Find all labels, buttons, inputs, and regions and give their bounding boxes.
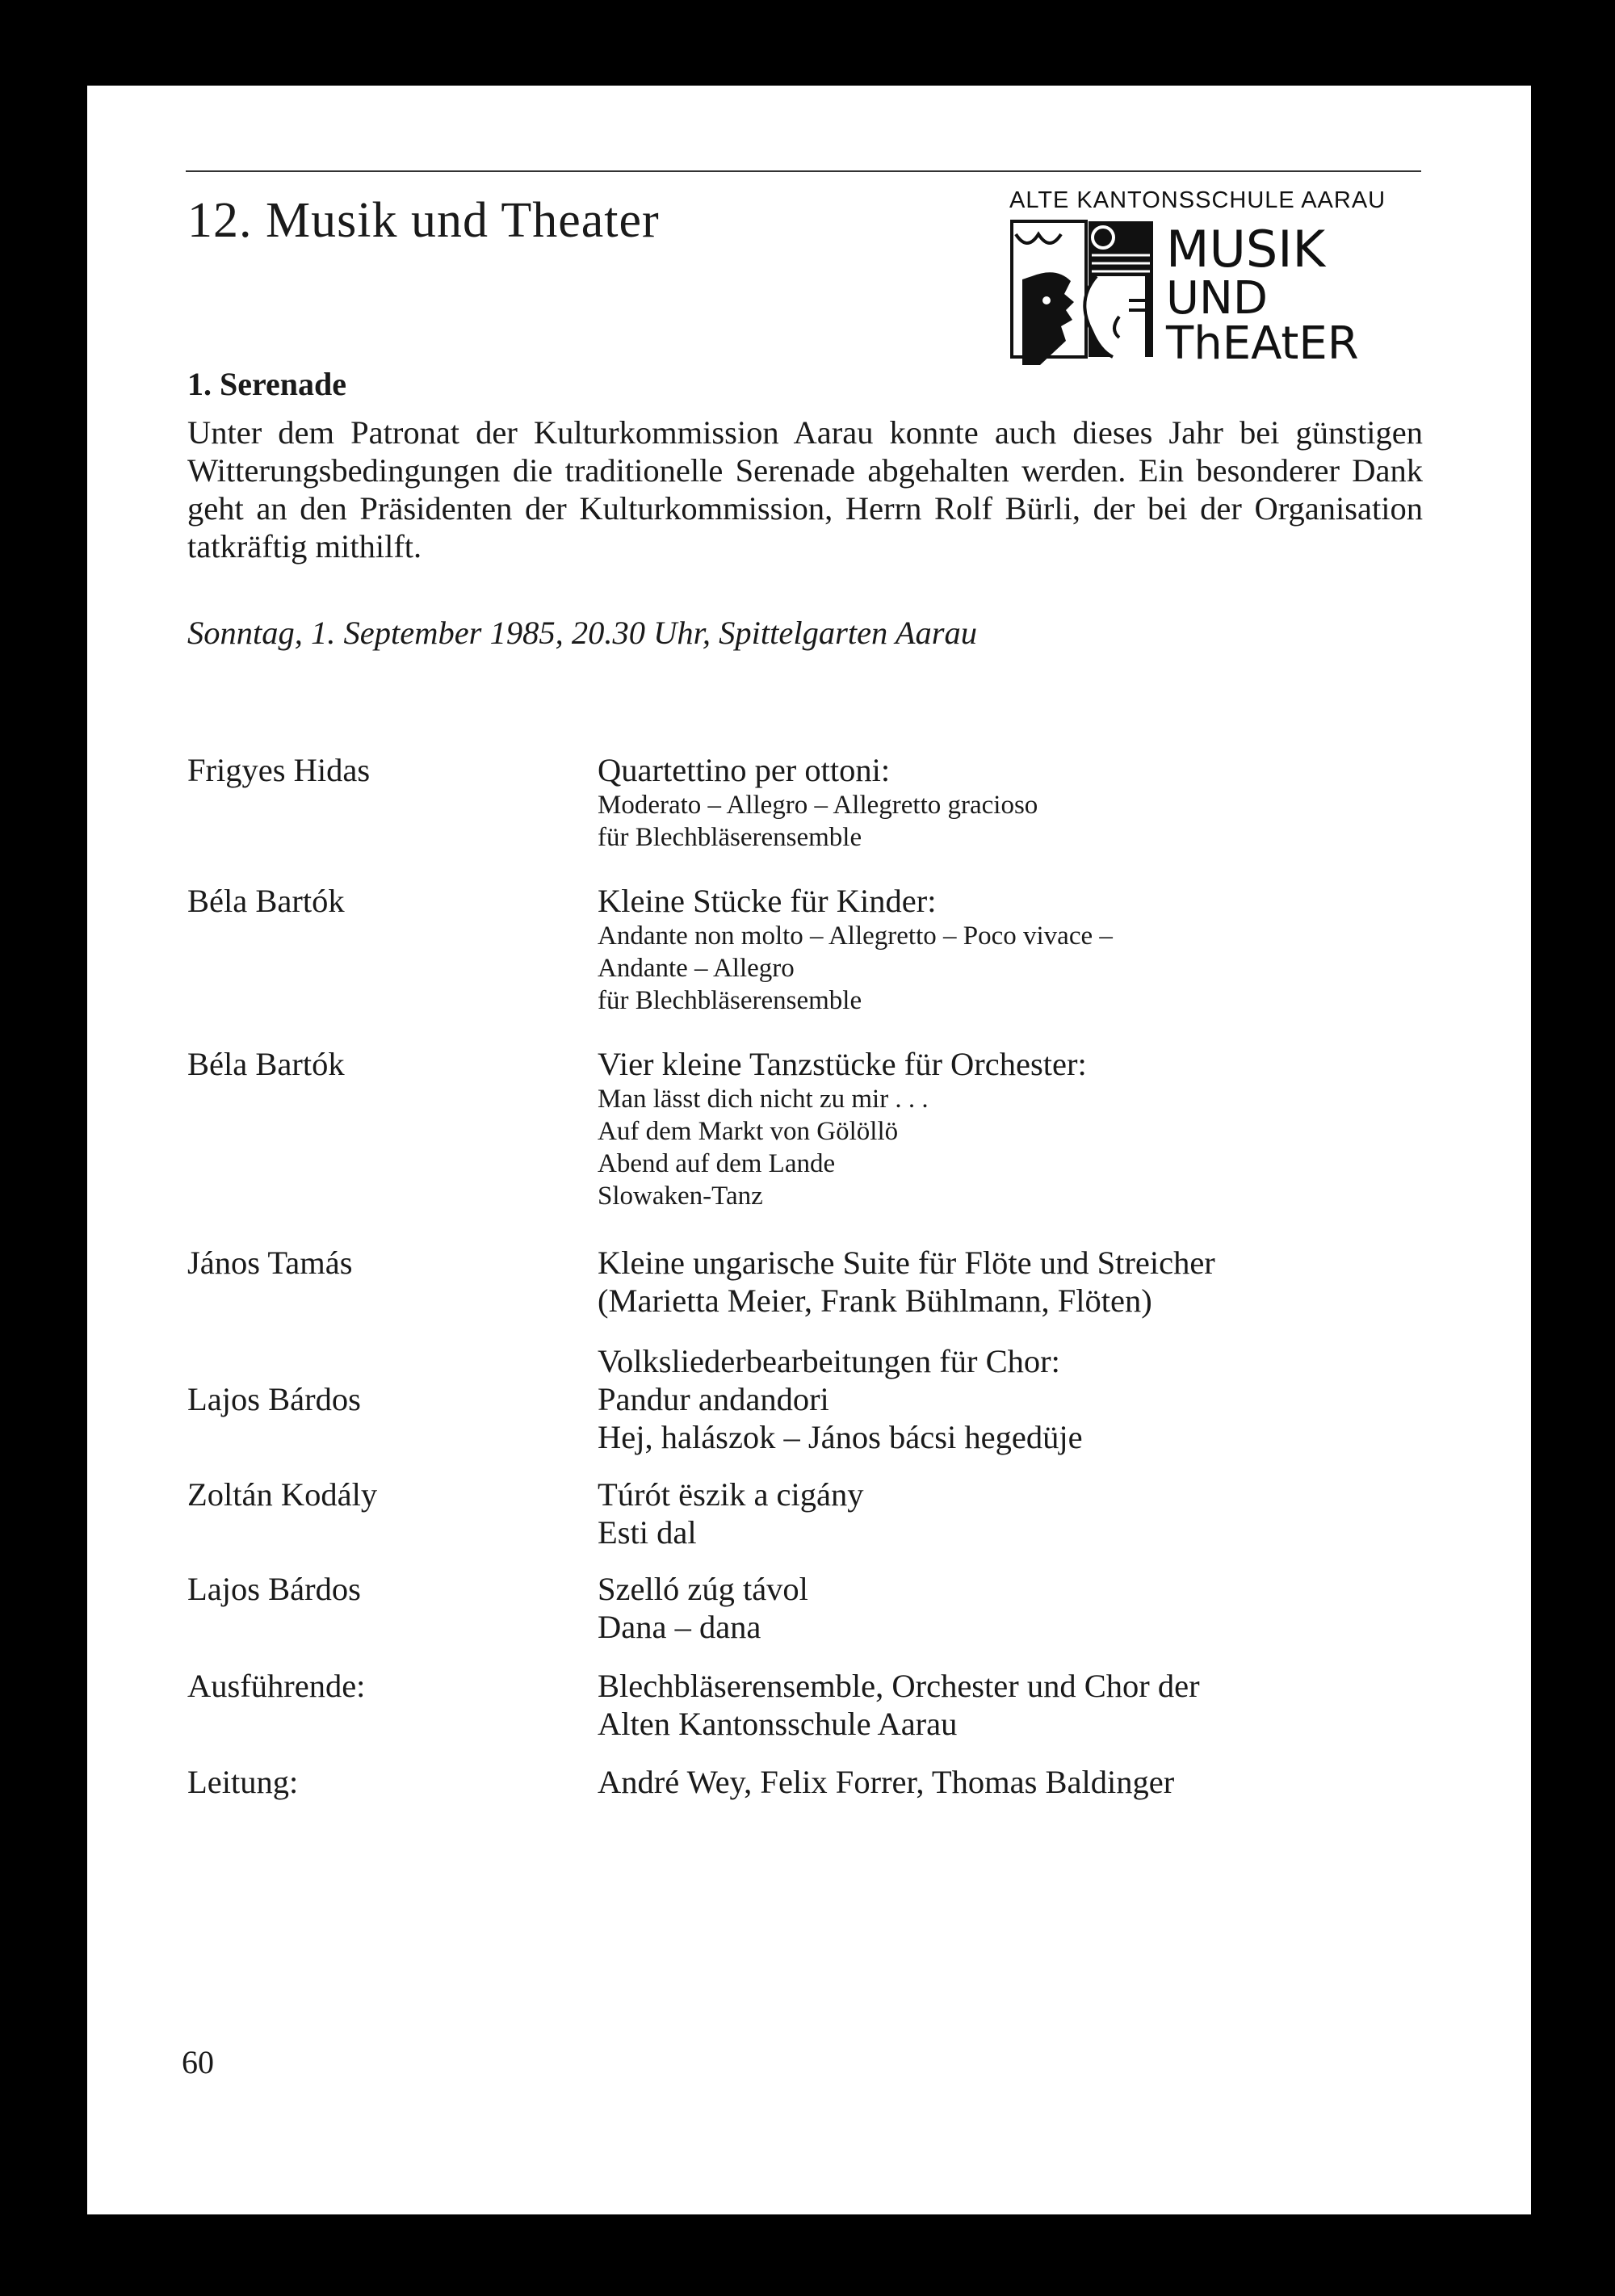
composer-name: Lajos Bárdos: [187, 1381, 361, 1417]
composer-name: Frigyes Hidas: [187, 752, 371, 788]
work-entry: [598, 1475, 864, 1551]
work-line: Pandur andandori: [598, 1381, 829, 1417]
work-detail: für Blechbläserensemble: [598, 823, 862, 852]
event-date-location: Sonntag, 1. September 1985, 20.30 Uhr, Spittelgarten Aarau: [187, 615, 977, 651]
row-label: Ausführende:: [187, 1668, 366, 1704]
work-detail: Andante – Allegro: [598, 954, 795, 983]
logo-line-2: UND: [1166, 272, 1268, 325]
work-entry: [598, 1045, 1087, 1212]
work-detail: Andante non molto – Allegretto – Poco vivace –: [598, 921, 1113, 951]
row-label: Leitung:: [187, 1764, 299, 1800]
work-entry: [598, 1380, 1083, 1456]
work-title: Quartettino per ottoni:: [598, 752, 891, 788]
music-theater-logo: [1008, 187, 1436, 365]
work-entry: [598, 1244, 1215, 1320]
work-line: Esti dal: [598, 1514, 697, 1551]
work-entry: [598, 751, 1038, 854]
composer-name: Lajos Bárdos: [187, 1571, 361, 1607]
work-line: Hej, halászok – János bácsi hegedüje: [598, 1419, 1083, 1455]
work-entry: [598, 1342, 1060, 1380]
work-detail: Slowaken-Tanz: [598, 1182, 763, 1211]
header-rule: [186, 170, 1421, 172]
work-detail: für Blechbläserensemble: [598, 986, 862, 1015]
work-detail: Moderato – Allegro – Allegretto gracioso: [598, 791, 1038, 820]
work-line: Alten Kantonsschule Aarau: [598, 1706, 958, 1742]
work-detail: Auf dem Markt von Gölöllö: [598, 1117, 899, 1146]
logo-caption: ALTE KANTONSSCHULE AARAU: [1009, 187, 1386, 213]
logo-line-1: MUSIK: [1166, 220, 1326, 279]
work-entry: [598, 1570, 808, 1646]
work-detail: Abend auf dem Lande: [598, 1149, 836, 1178]
work-line: Dana – dana: [598, 1609, 761, 1645]
work-title: Vier kleine Tanzstücke für Orchester:: [598, 1046, 1087, 1082]
work-line: Szelló zúg távol: [598, 1571, 808, 1607]
composer-name: Zoltán Kodály: [187, 1476, 378, 1513]
work-line: (Marietta Meier, Frank Bühlmann, Flöten): [598, 1282, 1152, 1319]
logo-line-3: ThEAtER: [1166, 317, 1359, 365]
chapter-title: 12. Musik und Theater: [187, 193, 660, 248]
work-entry: [598, 882, 1113, 1017]
composer-name: Béla Bartók: [187, 1046, 345, 1082]
work-line: Túrót ëszik a cigány: [598, 1476, 864, 1513]
intro-paragraph: Unter dem Patronat der Kulturkommission Aarau konnte auch dieses Jahr bei günstigen Witterungsbedingungen die traditionelle Serenade abgehalten werden. Ein besonderer Dank geht an den Präsidenten der Kulturkommission, Herrn Rolf Bürli, der bei der Organisation tatkräftig mithilft.: [187, 414, 1423, 565]
composer-name: Béla Bartók: [187, 883, 345, 919]
work-line: Kleine ungarische Suite für Flöte und Streicher: [598, 1245, 1215, 1281]
work-line: Blechbläserensemble, Orchester und Chor der: [598, 1668, 1200, 1704]
work-title: Kleine Stücke für Kinder:: [598, 883, 937, 919]
row-value: [598, 1667, 1200, 1743]
work-line: André Wey, Felix Forrer, Thomas Baldinger: [598, 1764, 1175, 1800]
section-title: 1. Serenade: [187, 366, 347, 402]
work-heading: Volksliederbearbeitungen für Chor:: [598, 1343, 1060, 1379]
work-detail: Man lässt dich nicht zu mir . . .: [598, 1085, 929, 1114]
page-number: 60: [182, 2044, 214, 2080]
row-value: [598, 1763, 1174, 1801]
theater-mask-icon: [1008, 220, 1436, 365]
composer-name: János Tamás: [187, 1245, 353, 1281]
